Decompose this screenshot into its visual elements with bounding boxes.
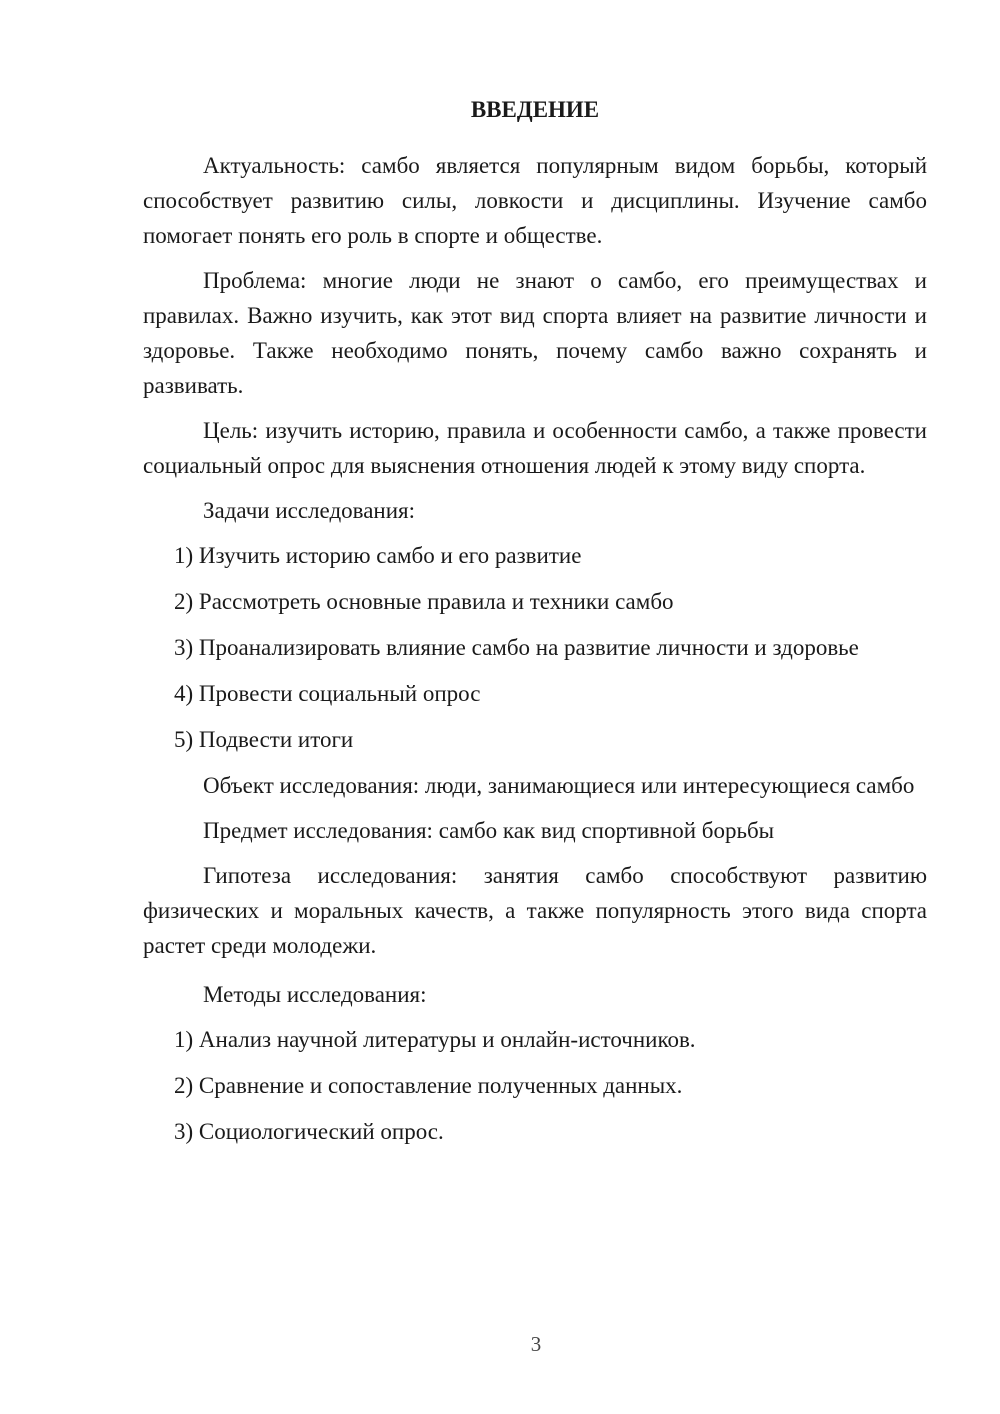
methods-heading: Методы исследования: [203, 982, 427, 1007]
paragraph-object: Объект исследования: люди, занимающиеся или интересующиеся самбо [203, 773, 915, 798]
list-item: 4) Провести социальный опрос [174, 681, 481, 706]
section-heading: ВВЕДЕНИЕ [470, 97, 600, 122]
list-item: 2) Рассмотреть основные правила и техники самбо [174, 589, 674, 614]
paragraph-problem: Проблема: многие люди не знают о самбо, его преимуществах и правилах. Важно изучить, как этот вид спорта влияет на развитие личности и здоровье. Также необходимо понять, почему самбо важно сохранять и развивать. [143, 268, 927, 398]
paragraph-relevance: Актуальность: самбо является популярным видом борьбы, который способствует развитию силы, ловкости и дисциплины. Изучение самбо помогает понять его роль в спорте и обществе. [143, 153, 927, 248]
paragraph-subject: Предмет исследования: самбо как вид спортивной борьбы [203, 818, 775, 843]
list-item: 1) Изучить историю самбо и его развитие [174, 543, 582, 568]
tasks-list [143, 538, 927, 757]
paragraph-hypothesis: Гипотеза исследования: занятия самбо способствуют развитию физических и моральных качеств, а также популярность этого вида спорта растет среди молодежи. [143, 863, 927, 958]
list-item: 1) Анализ научной литературы и онлайн-источников. [174, 1027, 696, 1052]
list-item: 5) Подвести итоги [174, 727, 354, 752]
list-item: 3) Социологический опрос. [174, 1119, 444, 1144]
paragraph-goal: Цель: изучить историю, правила и особенности самбо, а также провести социальный опрос для выяснения отношения людей к этому виду спорта. [143, 418, 927, 478]
methods-list [143, 1022, 927, 1149]
tasks-heading: Задачи исследования: [203, 498, 416, 523]
list-item: 3) Проанализировать влияние самбо на развитие личности и здоровье [174, 635, 859, 660]
list-item: 2) Сравнение и сопоставление полученных данных. [174, 1073, 683, 1098]
page-number: 3 [530, 1332, 542, 1356]
